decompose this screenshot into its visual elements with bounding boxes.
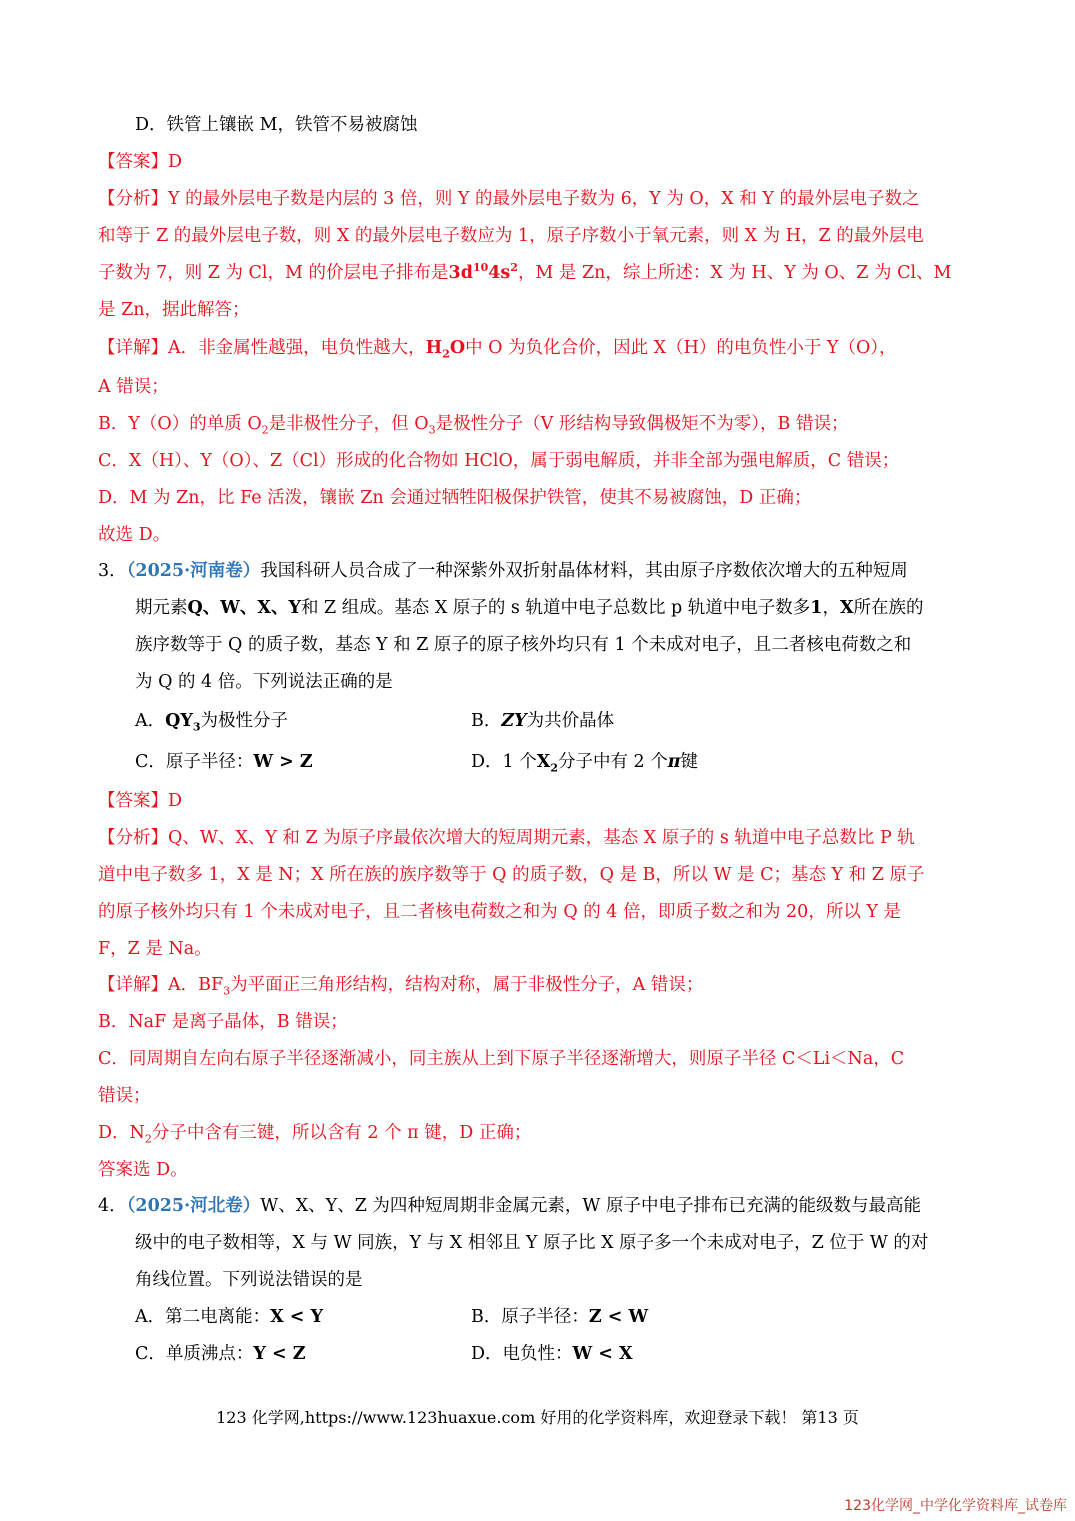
q3-detail-line-1: 【详解】A．$BF_3$为平面正三角形结构，结构对称，属于非极性分子，A 错误； — [98, 975, 704, 998]
prev-detail-line-1: 【详解】A．非金属性越强，电负性越大，$H_2O$中 O 为负化合价，因此 X（H）的电负性小于 Y（O）， — [98, 338, 897, 361]
q3-detail-line-2: B．NaF 是离子晶体，B 错误； — [98, 1012, 348, 1032]
q4-option-b: B．原子半径：Z < W — [471, 1307, 649, 1327]
prev-detail-line-6: 故选 D。 — [98, 525, 171, 545]
question-4-line-3: 角线位置。下列说法错误的是 — [135, 1270, 363, 1290]
question-3-line-2: 期元素Q、W、X、Y和 Z 组成。基态 X 原子的 s 轨道中电子总数比 p 轨道中电子数多1，X所在族的 — [135, 598, 924, 618]
question-3-line-1: 3．（2025·河南卷）我国科研人员合成了一种深紫外双折射晶体材料，其由原子序数依次增大的五种短周 — [98, 561, 908, 581]
prev-detail-line-5: D．M 为 Zn，比 Fe 活泼，镶嵌 Zn 会通过牺牲阳极保护铁管，使其不易被腐蚀，D 正确； — [98, 488, 812, 508]
prev-analysis-line-2: 和等于 Z 的最外层电子数，则 X 的最外层电子数应为 1，原子序数小于氧元素，则 X 为 H，Z 的最外层电 — [98, 226, 924, 246]
q3-analysis-line-2: 道中电子数多 1，X 是 N；X 所在族的族序数等于 Q 的质子数，Q 是 B，所以 W 是 C；基态 Y 和 Z 原子 — [98, 865, 925, 885]
question-3-line-3: 族序数等于 Q 的质子数，基态 Y 和 Z 原子的原子核外均只有 1 个未成对电子，且二者核电荷数之和 — [135, 635, 912, 655]
q3-option-d: D．1 个$X_2$分子中有 2 个π键 — [471, 752, 699, 775]
prev-detail-line-4: C．X（H）、Y（O）、Z（Cl）形成的化合物如 HClO，属于弱电解质，并非全部为强电解质，C 错误； — [98, 451, 900, 471]
question-4-line-1: 4．（2025·河北卷）W、X、Y、Z 为四种短周期非金属元素，W 原子中电子排布已充满的能级数与最高能 — [98, 1196, 921, 1216]
page-footer: 123 化学网,https://www.123huaxue.com 好用的化学资料库，欢迎登录下载！ 第13 页 — [216, 1408, 859, 1427]
q3-analysis-line-1: 【分析】Q、W、X、Y 和 Z 为原子序最依次增大的短周期元素，基态 X 原子的 s 轨道中电子总数比 P 轨 — [98, 828, 915, 848]
site-watermark: 123化学网_中学化学资料库_试卷库 — [844, 1498, 1067, 1514]
question-4-line-2: 级中的电子数相等，X 与 W 同族，Y 与 X 相邻且 Y 原子比 X 原子多一个未成对电子，Z 位于 W 的对 — [135, 1233, 929, 1253]
water-formula: $H_2O$ — [425, 338, 466, 361]
q4-option-d: D．电负性：W < X — [471, 1344, 633, 1364]
prev-detail-line-3: B．Y（O）的单质 $O_2$是非极性分子，但 $O_3$是极性分子（V 形结构导致偶极矩不为零），B 错误； — [98, 414, 849, 437]
q3-option-a: A．$QY_3$为极性分子 — [135, 711, 289, 734]
prev-analysis-line-4: 是 Zn，据此解答； — [98, 300, 250, 320]
q3-answer: 【答案】D — [98, 791, 183, 811]
prev-analysis-line-1: 【分析】Y 的最外层电子数是内层的 3 倍，则 Y 的最外层电子数为 6，Y 为 O，X 和 Y 的最外层电子数之 — [98, 189, 920, 209]
electron-config-formula: $3d^{10}4s^2$ — [448, 261, 518, 283]
q3-detail-line-6: 答案选 D。 — [98, 1160, 188, 1180]
q3-detail-line-3: C．同周期自左向右原子半径逐渐减小，同主族从上到下原子半径逐渐增大，则原子半径 C＜Li＜Na，C — [98, 1049, 905, 1069]
prev-answer: 【答案】D — [98, 152, 183, 172]
question-4-source: （2025·河北卷） — [126, 1196, 261, 1216]
q3-option-b: B．ZY为共价晶体 — [471, 711, 615, 731]
q3-detail-line-5: D．$N_2$分子中含有三键，所以含有 2 个 π 键，D 正确； — [98, 1123, 532, 1146]
q3-analysis-line-3: 的原子核外均只有 1 个未成对电子，且二者核电荷数之和为 Q 的 4 倍，即质子数之和为 20，所以 Y 是 — [98, 902, 901, 922]
question-3-source: （2025·河南卷） — [126, 561, 261, 581]
q4-option-a: A．第二电离能：X < Y — [135, 1307, 324, 1327]
prev-analysis-line-3: 子数为 7，则 Z 为 Cl，M 的价层电子排布是$3d^{10}4s^2$，M 是 Zn，综上所述：X 为 H、Y 为 O、Z 为 Cl、M — [98, 261, 952, 283]
prev-detail-line-2: A 错误； — [98, 377, 169, 397]
q3-detail-line-4: 错误； — [98, 1086, 151, 1106]
prev-option-d: D．铁管上镶嵌 M，铁管不易被腐蚀 — [135, 115, 418, 135]
question-3-line-4: 为 Q 的 4 倍。下列说法正确的是 — [135, 672, 393, 692]
q3-analysis-line-4: F，Z 是 Na。 — [98, 939, 212, 959]
q4-option-c: C．单质沸点：Y < Z — [135, 1344, 306, 1364]
q3-option-c: C．原子半径：W > Z — [135, 752, 313, 772]
